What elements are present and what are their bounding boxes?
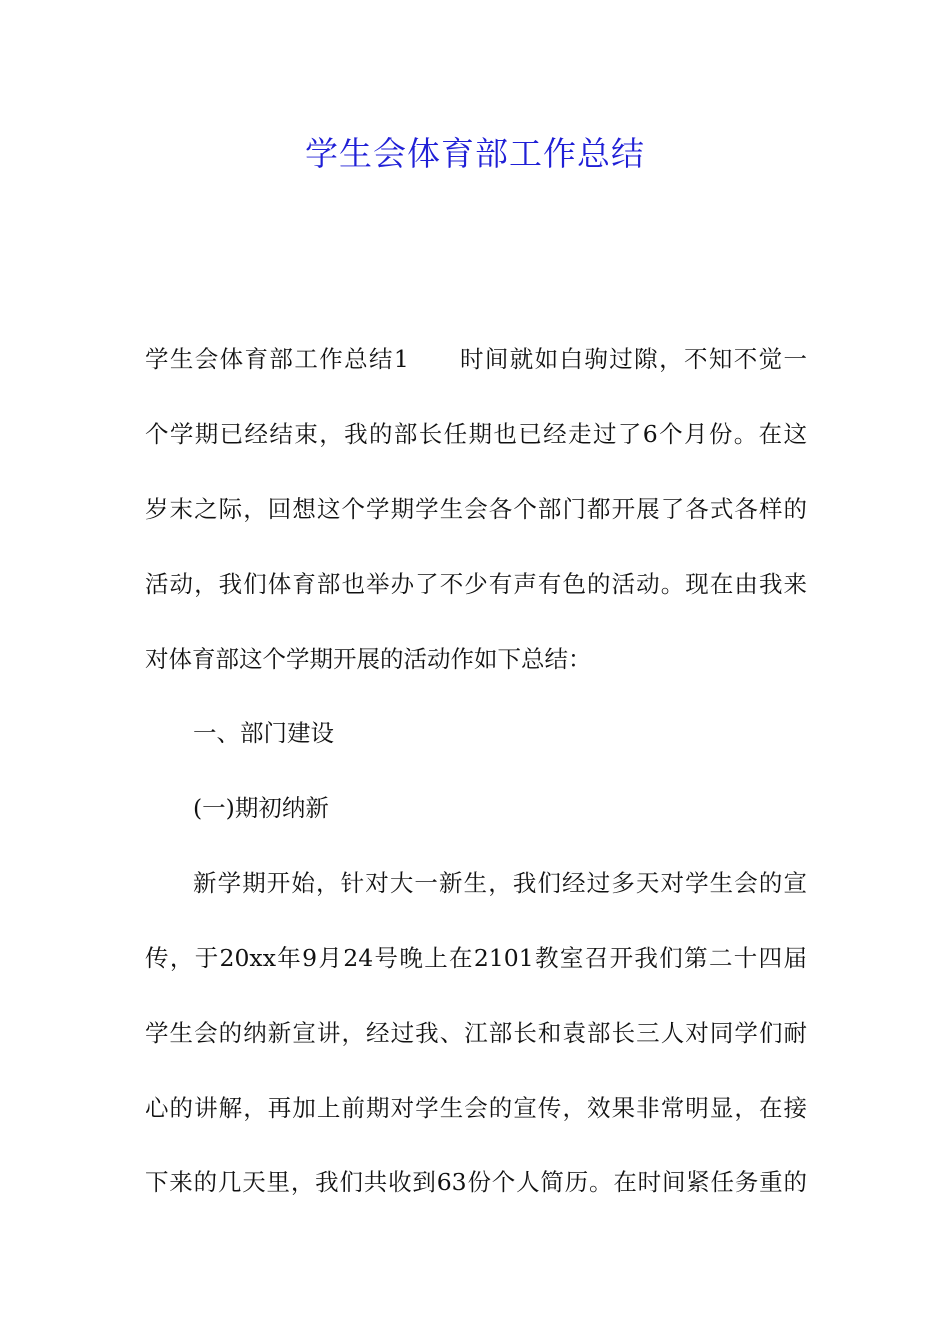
paragraph-line: 对体育部这个学期开展的活动作如下总结： (145, 645, 592, 673)
paragraph-line: 个学期已经结束，我的部长任期也已经走过了6个月份。在这 (145, 420, 807, 448)
section-heading: 一、部门建设 (193, 719, 334, 747)
paragraph-line: 传，于20xx年9月24号晚上在2101教室召开我们第二十四届 (145, 944, 807, 972)
document-title: 学生会体育部工作总结 (305, 134, 645, 173)
paragraph-line: 下来的几天里，我们共收到63份个人简历。在时间紧任务重的 (145, 1168, 807, 1196)
paragraph-line: 活动，我们体育部也举办了不少有声有色的活动。现在由我来 (145, 570, 807, 598)
paragraph-line: 学生会的纳新宣讲，经过我、江部长和袁部长三人对同学们耐 (145, 1019, 807, 1047)
paragraph-line: 心的讲解，再加上前期对学生会的宣传，效果非常明显，在接 (145, 1094, 807, 1122)
paragraph-line: 学生会体育部工作总结1 时间就如白驹过隙，不知不觉一 (145, 345, 807, 373)
paragraph-line: 岁末之际，回想这个学期学生会各个部门都开展了各式各样的 (145, 495, 807, 523)
paragraph-line: 新学期开始，针对大一新生，我们经过多天对学生会的宣 (193, 869, 807, 897)
subsection-heading: (一)期初纳新 (193, 794, 329, 822)
